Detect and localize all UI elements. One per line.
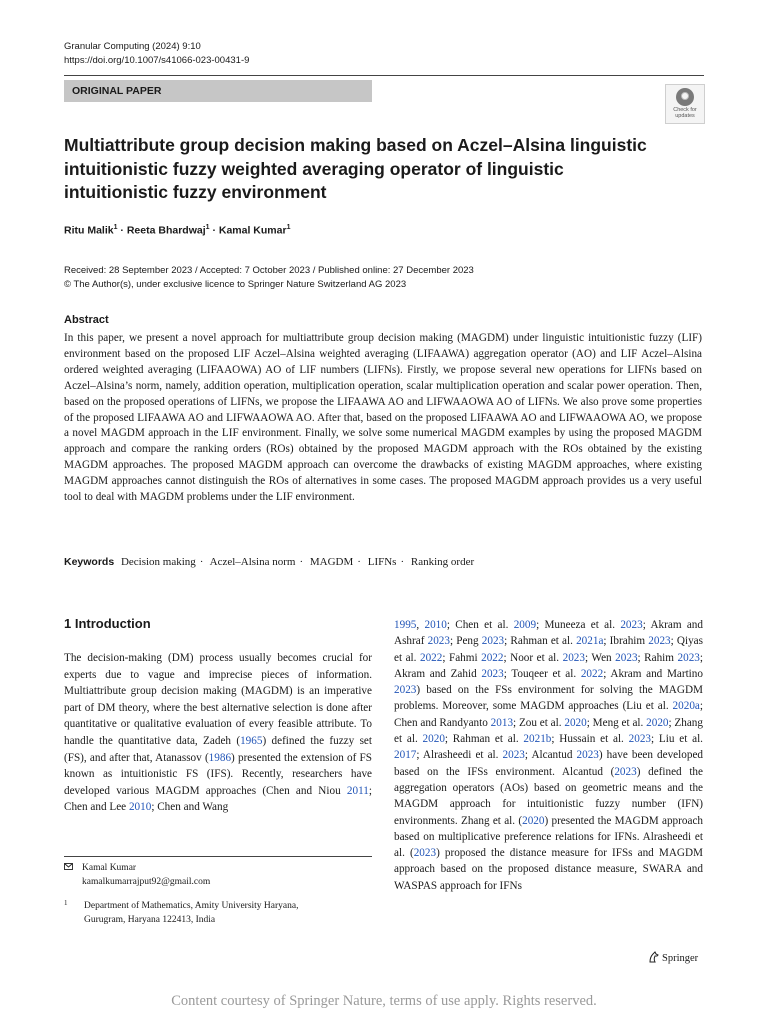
body-text: ; Wen (584, 651, 616, 664)
keywords: Keywords Decision making · Aczel–Alsina norm · MAGDM · LIFNs · Ranking order (64, 556, 475, 568)
check-for-updates-icon (676, 88, 694, 106)
corresponding-author (64, 862, 210, 889)
body-text: ; Meng et al. (586, 716, 647, 729)
citation-link[interactable]: 2011 (346, 784, 369, 797)
citation-link[interactable]: 2023 (502, 749, 525, 762)
author-name[interactable]: Ritu Malik (64, 224, 114, 237)
author-name[interactable]: Reeta Bhardwaj (126, 224, 206, 237)
citation-link[interactable]: 2010 (128, 801, 152, 814)
copyright-line: © The Author(s), under exclusive licence to Springer Nature Switzerland AG 2023 (64, 278, 407, 290)
body-text: ; Alcantud (524, 749, 577, 762)
citation-link[interactable]: 2023 (481, 635, 505, 648)
dates-line: Received: 28 September 2023 / Accepted: 7 October 2023 / Published online: 27 December 2023 (64, 265, 474, 276)
citation-link[interactable]: 2023 (413, 847, 437, 860)
springer-horse-icon (648, 951, 659, 966)
doi-link[interactable]: https://doi.org/10.1007/s41066-023-00431-9 (64, 55, 250, 66)
body-text: ) presented the MAGDM approach based on multiplicative preference relations for IFNs. Alrasheedi et al. ( (394, 814, 703, 860)
abstract-heading: Abstract (64, 314, 109, 326)
body-text: ) have been developed based on the IFSs environment. Alcantud ( (394, 749, 704, 778)
citation-link[interactable]: 2023 (576, 749, 599, 762)
keyword: Decision making (120, 556, 196, 568)
citation-link[interactable]: 2020a (672, 700, 700, 713)
author-name[interactable]: Kamal Kumar (218, 224, 287, 237)
citation-link[interactable]: 2023 (648, 635, 671, 648)
body-text: ; Alrasheedi et al. (416, 749, 503, 762)
body-text: ; Muneeza et al. (536, 619, 621, 631)
body-text: ; Peng (449, 635, 482, 648)
body-text: ; Fahmi (442, 651, 482, 664)
citation-link[interactable]: 2023 (628, 733, 652, 746)
author-separator: · (212, 224, 216, 237)
body-text: ; Chen and Lee (64, 784, 372, 814)
keyword: Aczel–Alsina norm (209, 556, 296, 568)
journal-info (64, 40, 249, 68)
body-text: ; Rahman et al. (504, 635, 577, 648)
body-text: ; Hussain et al. (551, 733, 629, 746)
body-text: ; Zhang et al. (394, 716, 703, 746)
citation-link[interactable]: 2010 (424, 619, 447, 631)
citation-link[interactable]: 2022 (419, 651, 443, 664)
citation-link[interactable]: 2021b (523, 733, 552, 746)
body-text: The decision-making (DM) process usually becomes crucial for experts due to vague and imprecise pieces of information. Multiattribute group decision making (MAGDM) is an imperative part of DM theory, where the best alternative selection is done after quantitative or qualitative evaluation of every feasible attribute. To handle the quantitative data, Zadeh ( (64, 652, 372, 747)
section-heading-introduction: 1 Introduction (64, 616, 151, 631)
body-text: ; Chen et al. (446, 619, 514, 631)
keywords-label: Keywords (64, 556, 115, 568)
body-text: ; Chen and Wang (151, 801, 229, 814)
body-text: ; Zou et al. (513, 716, 565, 729)
citation-link[interactable]: 2022 (580, 667, 604, 680)
affiliation-number: 1 (64, 899, 68, 907)
body-text: ; Touqeer et al. (503, 667, 581, 680)
keyword: MAGDM (309, 556, 354, 568)
citation-link[interactable]: 1965 (240, 734, 263, 747)
citation-link[interactable]: 2023 (620, 619, 643, 631)
check-for-updates-button[interactable] (665, 84, 705, 124)
citation-link[interactable]: 2023 (614, 765, 637, 778)
citation-link[interactable]: 1986 (208, 751, 232, 764)
publisher-name: Springer (662, 952, 699, 964)
body-text: ; Qiyas et al. (394, 635, 703, 664)
intro-right-column (394, 617, 703, 894)
citation-link[interactable]: 2020 (646, 716, 669, 729)
envelope-icon (64, 862, 73, 876)
citation-link[interactable]: 2023 (394, 684, 417, 697)
body-text: ; Rahman et al. (444, 733, 524, 746)
contact-email[interactable]: kamalkumarrajput92@gmail.com (82, 876, 211, 887)
body-text: ) based on the FSs environment for solving the MAGDM problems. Moreover, some MAGDM approaches (Liu et al. (394, 684, 703, 713)
citation-link[interactable]: 2023 (562, 651, 585, 664)
affiliation: 1 Department of Mathematics, Amity University Haryana, Gurugram, Haryana 122413, India (64, 899, 299, 925)
citation-link[interactable]: 1995 (394, 619, 417, 631)
body-text: , (416, 619, 425, 631)
citation-link[interactable]: 2021a (576, 635, 604, 648)
body-text: ) presented the extension of FS known as intuitionistic FS (IFS). Recently, researchers have developed various MAGDM approaches (Chen and Niou (64, 751, 372, 797)
citation-link[interactable]: 2022 (481, 651, 504, 664)
citation-link[interactable]: 2023 (427, 635, 450, 648)
citation-link[interactable]: 2020 (422, 733, 445, 746)
header-rule (64, 75, 704, 76)
paper-type-bar: ORIGINAL PAPER (64, 80, 372, 102)
citation-link[interactable]: 2023 (481, 667, 504, 680)
body-text: ; Liu et al. (651, 733, 703, 746)
footnote-rule (64, 856, 372, 857)
body-text: ; Akram and Ashraf (394, 619, 703, 648)
body-text: ; Akram and Zahid (394, 651, 703, 680)
body-text: ; Akram and Martino (603, 667, 703, 680)
citation-link[interactable]: 2017 (394, 749, 417, 762)
publication-dates (64, 264, 474, 291)
paper-title: Multiattribute group decision making based on Aczel–Alsina linguistic intuitionistic fuzzy weighted averaging operator of linguistic intuitionistic fuzzy environment (64, 135, 647, 202)
citation-link[interactable]: 2020 (522, 814, 545, 827)
citation-link[interactable]: 2023 (615, 651, 638, 664)
intro-left-column (64, 650, 372, 816)
abstract-text: In this paper, we present a novel approach for multiattribute group decision making (MAGDM) under linguistic intuitionistic fuzzy (LIF) environment based on the proposed LIF Aczel–Alsina weighted averaging (LIFAAWA) aggregation operator (AO) and LIF Aczel–Alsina ordered weighted averaging (LIFAAOWA) AO of LIF numbers (LIFNs). Firstly, we propose several new operations for LIFNs based on Aczel–Alsina’s norm, namely, addition operation, multiplication operation, scalar multiplication operation and scalar power operation. Then, based on the proposed operations of LIFNs, we propose the LIFAAWA AO and LIFWAAOWA AO of LIFNs. We also prove some properties of the proposed LIFAAWA AO and LIFWAAOWA AO. After that, based on the proposed LIFAAWA AO and LIFWAAOWA AO, we propose a novel MAGDM approach in the LIF environment. Finally, we solve some numerical MAGDM examples by using the proposed MAGDM approach and compare the ranking orders (ROs) obtained by the proposed MAGDM approach with the ROs obtained by the existing MAGDM approaches. The proposed MAGDM approach can overcome the drawbacks of existing MAGDM approaches, where existing MAGDM approaches cannot distinguish the ROs of alternatives in some cases. The proposed MAGDM approach provides us a very useful tool to deal with MAGDM problems under the LIF environment. (64, 332, 702, 504)
citation-link[interactable]: 2020 (564, 716, 587, 729)
body-text: ) defined the fuzzy set (FS), and after that, Atanassov ( (64, 734, 372, 764)
body-text: ; Ibrahim (603, 635, 649, 648)
keyword: Ranking order (410, 556, 475, 568)
journal-citation: Granular Computing (2024) 9:10 (64, 41, 201, 52)
springer-logo (648, 951, 698, 966)
keyword: LIFNs (367, 556, 397, 568)
contact-name: Kamal Kumar (82, 863, 137, 873)
courtesy-notice: Content courtesy of Springer Nature, terms of use apply. Rights reserved. (171, 993, 597, 1009)
citation-link[interactable]: 2013 (490, 716, 514, 729)
citation-link[interactable]: 2023 (677, 651, 700, 664)
author-list: Ritu Malik$^1$ · Reeta Bhardwaj$^1$ · Kamal Kumar$^1$ (64, 224, 291, 237)
body-text: ) defined the aggregation operators (AOs) based on geometric means and the MAGDM approach for intuitionistic fuzzy number (IFN) environments. Zhang et al. ( (394, 765, 703, 827)
author-separator: · (120, 224, 124, 237)
check-for-updates-label: Check for updates (673, 107, 697, 119)
body-text: ) proposed the distance measure for IFSs and MAGDM approach based on the proposed distance measure, SWARA and WASPAS approach for IFNs (394, 847, 704, 892)
citation-link[interactable]: 2009 (513, 619, 537, 631)
body-text: ; Rahim (637, 651, 678, 664)
body-text: ; Chen and Randyanto (394, 700, 703, 729)
body-text: ; Noor et al. (503, 651, 563, 664)
